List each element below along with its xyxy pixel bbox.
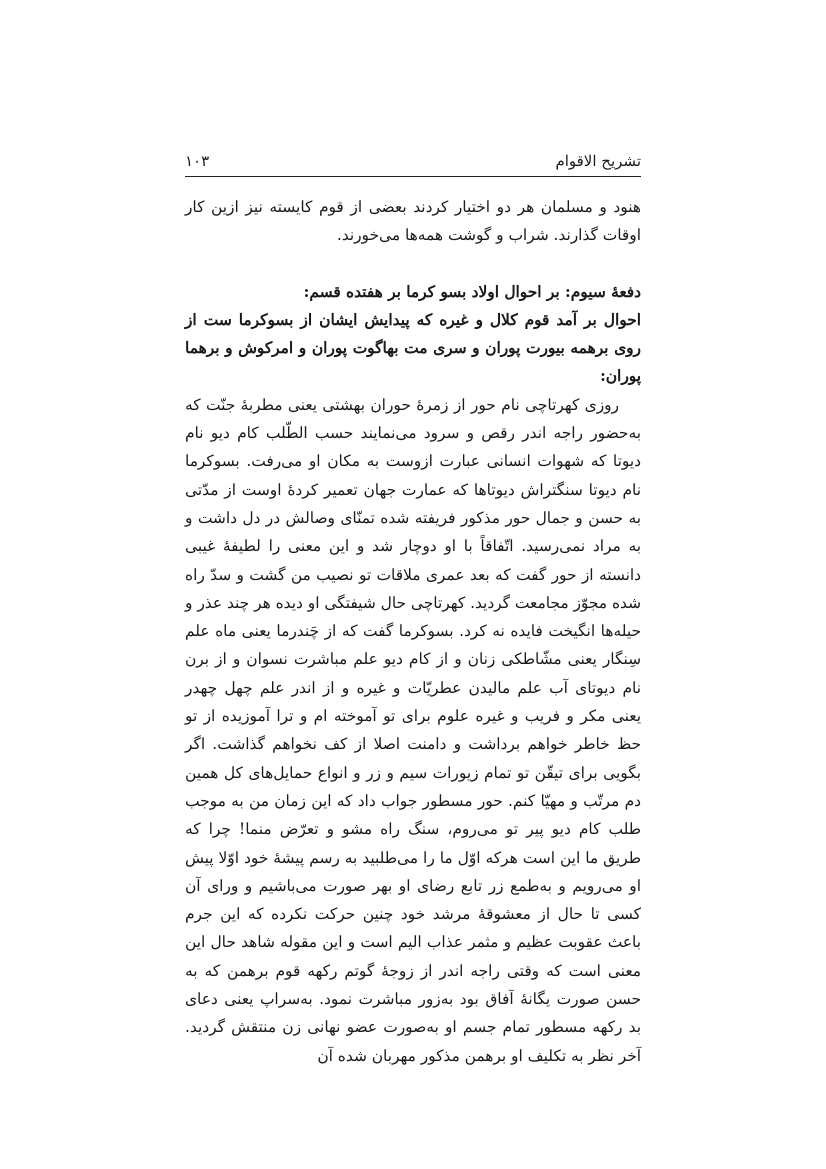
main-paragraph: روزی کهرتاچی نام حور از زمرهٔ حوران بهشتی یعنی مطربهٔ جنّت که به‌حضور راجه اندر رقص و سرود می‌نمایند حسب الطّلب کام دیو نام دیوتا که شهوات انسانی عبارت ازوست به مکان او می‌رفت. بسوکرما نام دیوتا سنگتراش دیوتاها که عمارت جهان تعمیر کردهٔ اوست از مدّتی به حسن و جمال حور مذکور فریفته شده تمنّای وصالش در دل داشت و به مراد نمی‌رسید. اتّفاقاً با او دوچار شد و این معنی را لطیفهٔ غیبی دانسته از حور گفت که بعد عمری ملاقات تو نصیب من گشت و سدّ راه شده مجوّز مجامعت گردید. کهرتاچی حال شیفتگی او دیده هر چند عذر و حیله‌ها انگیخت فایده نه کرد. بسوکرما گفت که از چَندرما یعنی ماه علم سِنگار یعنی مشّاطکی زنان و از کام دیو علم مباشرت نسوان و از برن نام دیوتای آب علم مالیدن عطریّات و غیره و از اندر علم چهل چهدر یعنی مکر و فریب و غیره علوم برای تو آموخته ام و ترا آموزیده از تو حظ خاطر خواهم برداشت و دامنت اصلا از کف نخواهم گذاشت. اگر بگویی برای تیقّن تو تمام زیورات سیم و زر و انواع حمایل‌های کل همین دم مرتّب و مهیّا کنم. حور مسطور جواب داد که این زمان من به موجب طلب کام دیو پیر تو می‌روم، سنگ راه مشو و تعرّض منما! چرا که طریق ما این است هرکه اوّل ما را می‌طلبید به رسم پیشهٔ خود اوّلا پیش او می‌رویم و به‌طمع زر تابع رضای او بهر صورت می‌باشیم و ورای آن کسی تا حال از معشوقهٔ مرشد خود چنین حرکت نکرده که این جرم باعث عقوبت عظیم و مثمر عذاب الیم است و این مقوله شاهد حال این معنی است که وقتی راجه اندر از زوجهٔ گوتم رکهه قوم برهمن که به حسن صورت یگانهٔ آفاق بود به‌زور مباشرت نمود. به‌سراپ یعنی دعای بد رکهه مسطور تمام جسم او به‌صورت عضو نهانی زن منتقش گردید. آخر نظر به تکلیف او برهمن مذکور مهربان شده آن [185, 395, 641, 1065]
page-body [185, 193, 641, 1070]
opening-paragraph: هنود و مسلمان هر دو اختیار کردند بعضی از قوم کایسته نیز ازین کار اوقات گذارند. شراب و گوشت همه‌ها می‌خورند. [185, 198, 641, 245]
subheading: احوال بر آمد قوم کلال و غیره که پیدایش ایشان از بسوکرما ست از روی برهمه بیورت پوران و سری مت بهاگوت پوران و امرکوش و برهما پوران: [185, 310, 641, 386]
book-title: تشریح الاقوام [555, 152, 641, 170]
running-header [185, 150, 641, 177]
page-number: ۱۰۳ [185, 152, 210, 170]
section-heading: دفعهٔ سیوم: بر احوال اولاد بسو کرما بر هفتده قسم: [303, 282, 641, 301]
